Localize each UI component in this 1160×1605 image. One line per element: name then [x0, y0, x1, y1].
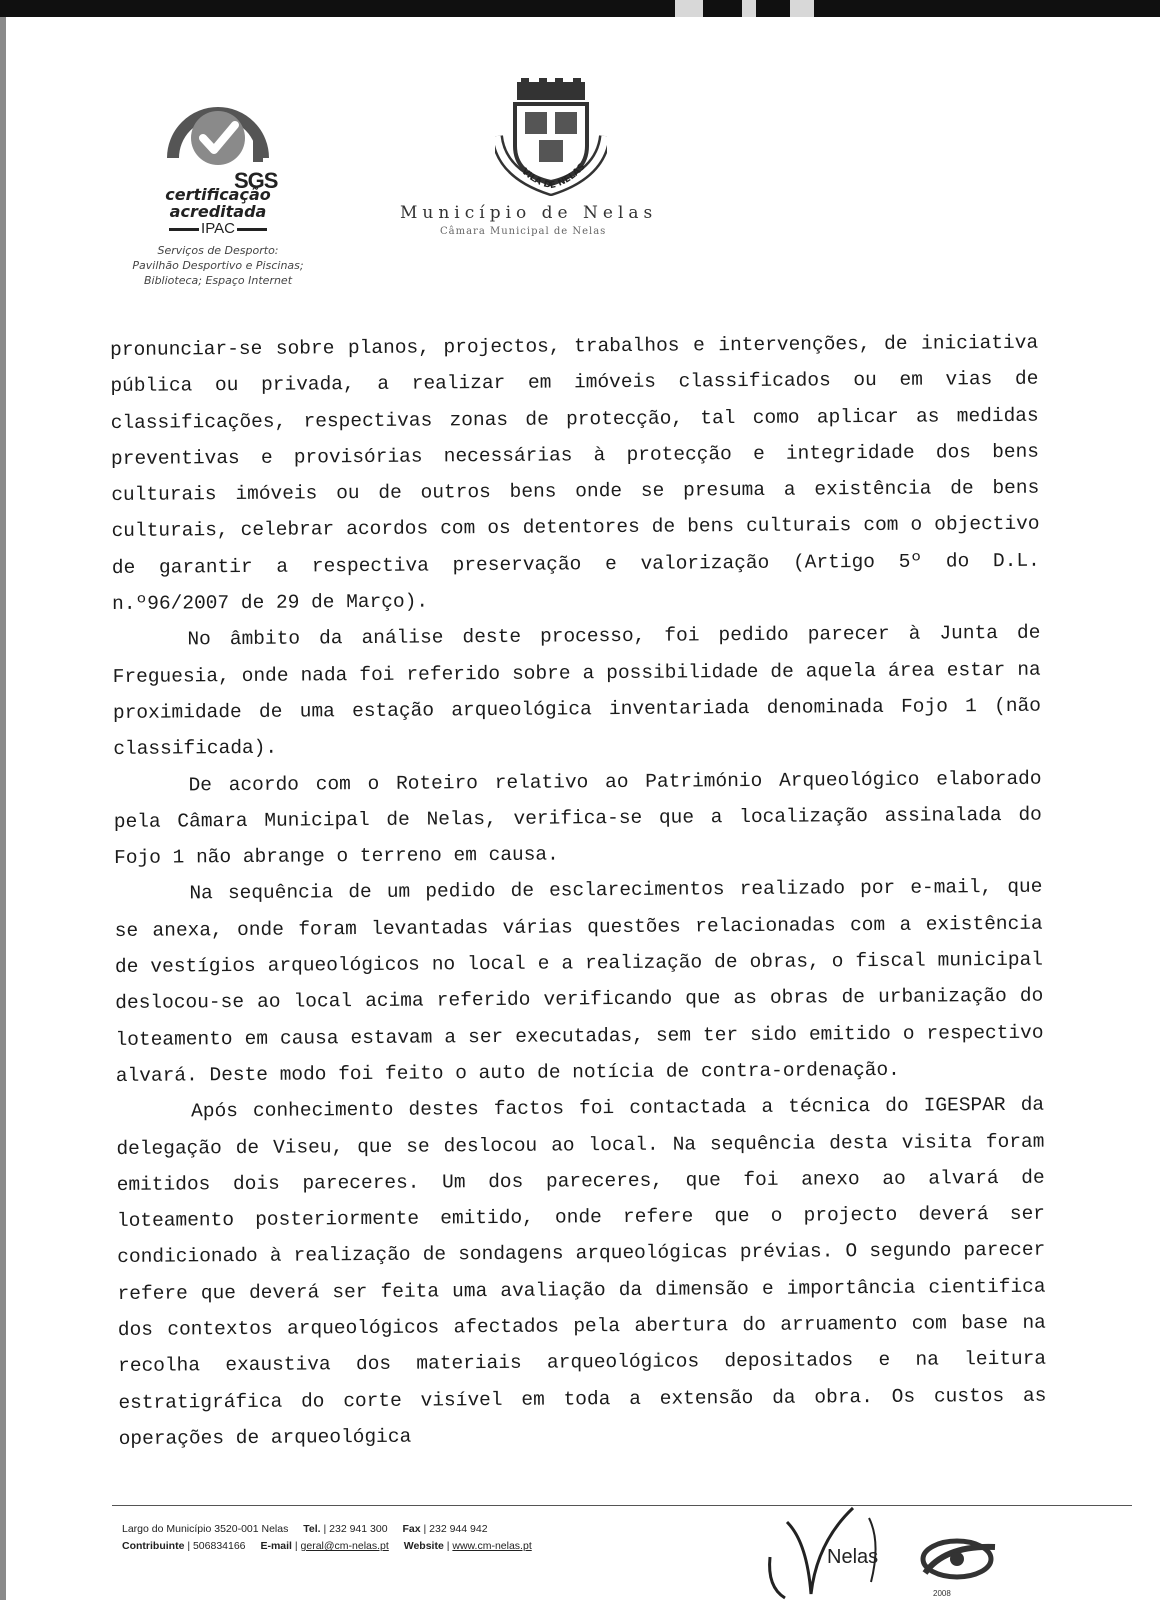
ipac-label: IPAC — [201, 220, 235, 237]
services-list — [128, 243, 308, 288]
award-swirl-icon — [905, 1525, 1015, 1595]
paragraph-5: Após conhecimento destes factos foi contactada a técnica do IGESPAR da delegação de Viseu, que se deslocou ao local. Na sequência desta visita foram emitidos dois pareceres. Um dos pareceres, que foi anexo ao alvará de loteamento posteriormente emitido, onde refere que o projecto deverá ser condicionado à realização de sondagens arqueológicas prévias. O segundo parecer refere que deverá ser feita uma avaliação da dimensão e importância cientifica dos contextos arqueológicos afectados pela abertura do arruamento com base na recolha exaustiva dos materiais arqueológicos depositados e na leitura estratigráfica do corte visível em toda a extensão da obra. Os custos as operações de arqueológica — [116, 1093, 1047, 1450]
paragraph-4: Na sequência de um pedido de esclarecimentos realizado por e-mail, que se anexa, onde foram levantadas várias questões relacionadas com a existência de vestígios arqueológicos no local e a realização de obras, o fiscal municipal deslocou-se ao local acima referido verificando que as obras de urbanização do loteamento em causa estavam a ser executadas, sem ter sido emitido o respectivo alvará. Deste modo foi feito o auto de notícia de contra-ordenação. — [114, 876, 1044, 1087]
municipal-crest-icon — [495, 78, 607, 201]
services-line-2: Pavilhão Desportivo e Piscinas; — [132, 259, 304, 272]
footer-divider — [112, 1505, 1132, 1506]
fax-label: Fax — [402, 1523, 421, 1535]
scan-top-band — [0, 0, 1160, 17]
certification-text — [128, 186, 308, 220]
paragraph-1: pronunciar-se sobre planos, projectos, trabalhos e intervenções, de iniciativa pública ou privada, a realizar em imóveis classificados ou em vias de classificações, respectivas zonas de protecção, tal como aplicar as medidas preventivas e provisórias necessárias à protecção e integridade dos bens culturais imóveis ou de outros bens onde se presuma a existência de bens culturais, celebrar acordos com os detentores de bens culturais com o objectivo de garantir a respectiva preservação e valorização (Artigo 5º do D.L. n.º96/2007 de 29 de Março). — [110, 331, 1040, 616]
footer-website-link[interactable]: www.cm-nelas.pt — [452, 1540, 532, 1552]
nif-label: Contribuinte — [122, 1540, 185, 1552]
footer-nif: 506834166 — [192, 1540, 246, 1552]
cert-line-2: acreditada — [169, 202, 267, 221]
scan-left-edge — [0, 17, 6, 1600]
tel-label: Tel. — [303, 1523, 321, 1535]
award-logo — [905, 1525, 1015, 1600]
municipality-subtitle: Câmara Municipal de Nelas — [440, 226, 607, 237]
paragraph-2: No âmbito da análise deste processo, foi pedido parecer à Junta de Freguesia, onde nada foi referido sobre a possibilidade de aquela área estar na proximidade de uma estação arqueológica inventariada denominada Fojo 1 (não classificada). — [112, 622, 1042, 761]
footer-fax: 232 944 942 — [429, 1523, 488, 1535]
check-seal-icon — [163, 80, 273, 180]
footer-contacts: Largo do Município 3520-001 Nelas Tel. | 232 941 300 Fax | 232 944 942 Contribuinte | 506834166 E-mail | geral@cm-nelas.pt Website | www.cm-nelas.pt — [122, 1523, 532, 1552]
cert-line-1: certificação — [165, 185, 271, 204]
paragraph-3: De acordo com o Roteiro relativo ao Património Arqueológico elaborado pela Câmara Municipal de Nelas, verifica-se que a localização assinalada do Fojo 1 não abrange o terreno em causa. — [113, 767, 1042, 870]
nelas-logo — [765, 1502, 905, 1600]
ipac-mark — [128, 220, 308, 237]
document-body — [110, 325, 1047, 1457]
crest-ribbon-text: VILA DE NELAS — [519, 162, 588, 192]
municipality-title: Município de Nelas — [400, 203, 658, 223]
email-label: E-mail — [260, 1540, 292, 1552]
sgs-certification-block — [128, 80, 308, 288]
services-line-3: Biblioteca; Espaço Internet — [143, 274, 293, 287]
sgs-mark: SGS — [234, 168, 278, 193]
footer-address: Largo do Município 3520-001 Nelas — [122, 1523, 289, 1535]
footer-email-link[interactable]: geral@cm-nelas.pt — [300, 1540, 389, 1552]
website-label: Website — [403, 1540, 444, 1552]
award-year: 2008 — [933, 1589, 951, 1598]
nelas-logo-word: Nelas — [827, 1546, 879, 1568]
footer-tel: 232 941 300 — [329, 1523, 388, 1535]
services-line-1: Serviços de Desporto: — [157, 244, 279, 257]
